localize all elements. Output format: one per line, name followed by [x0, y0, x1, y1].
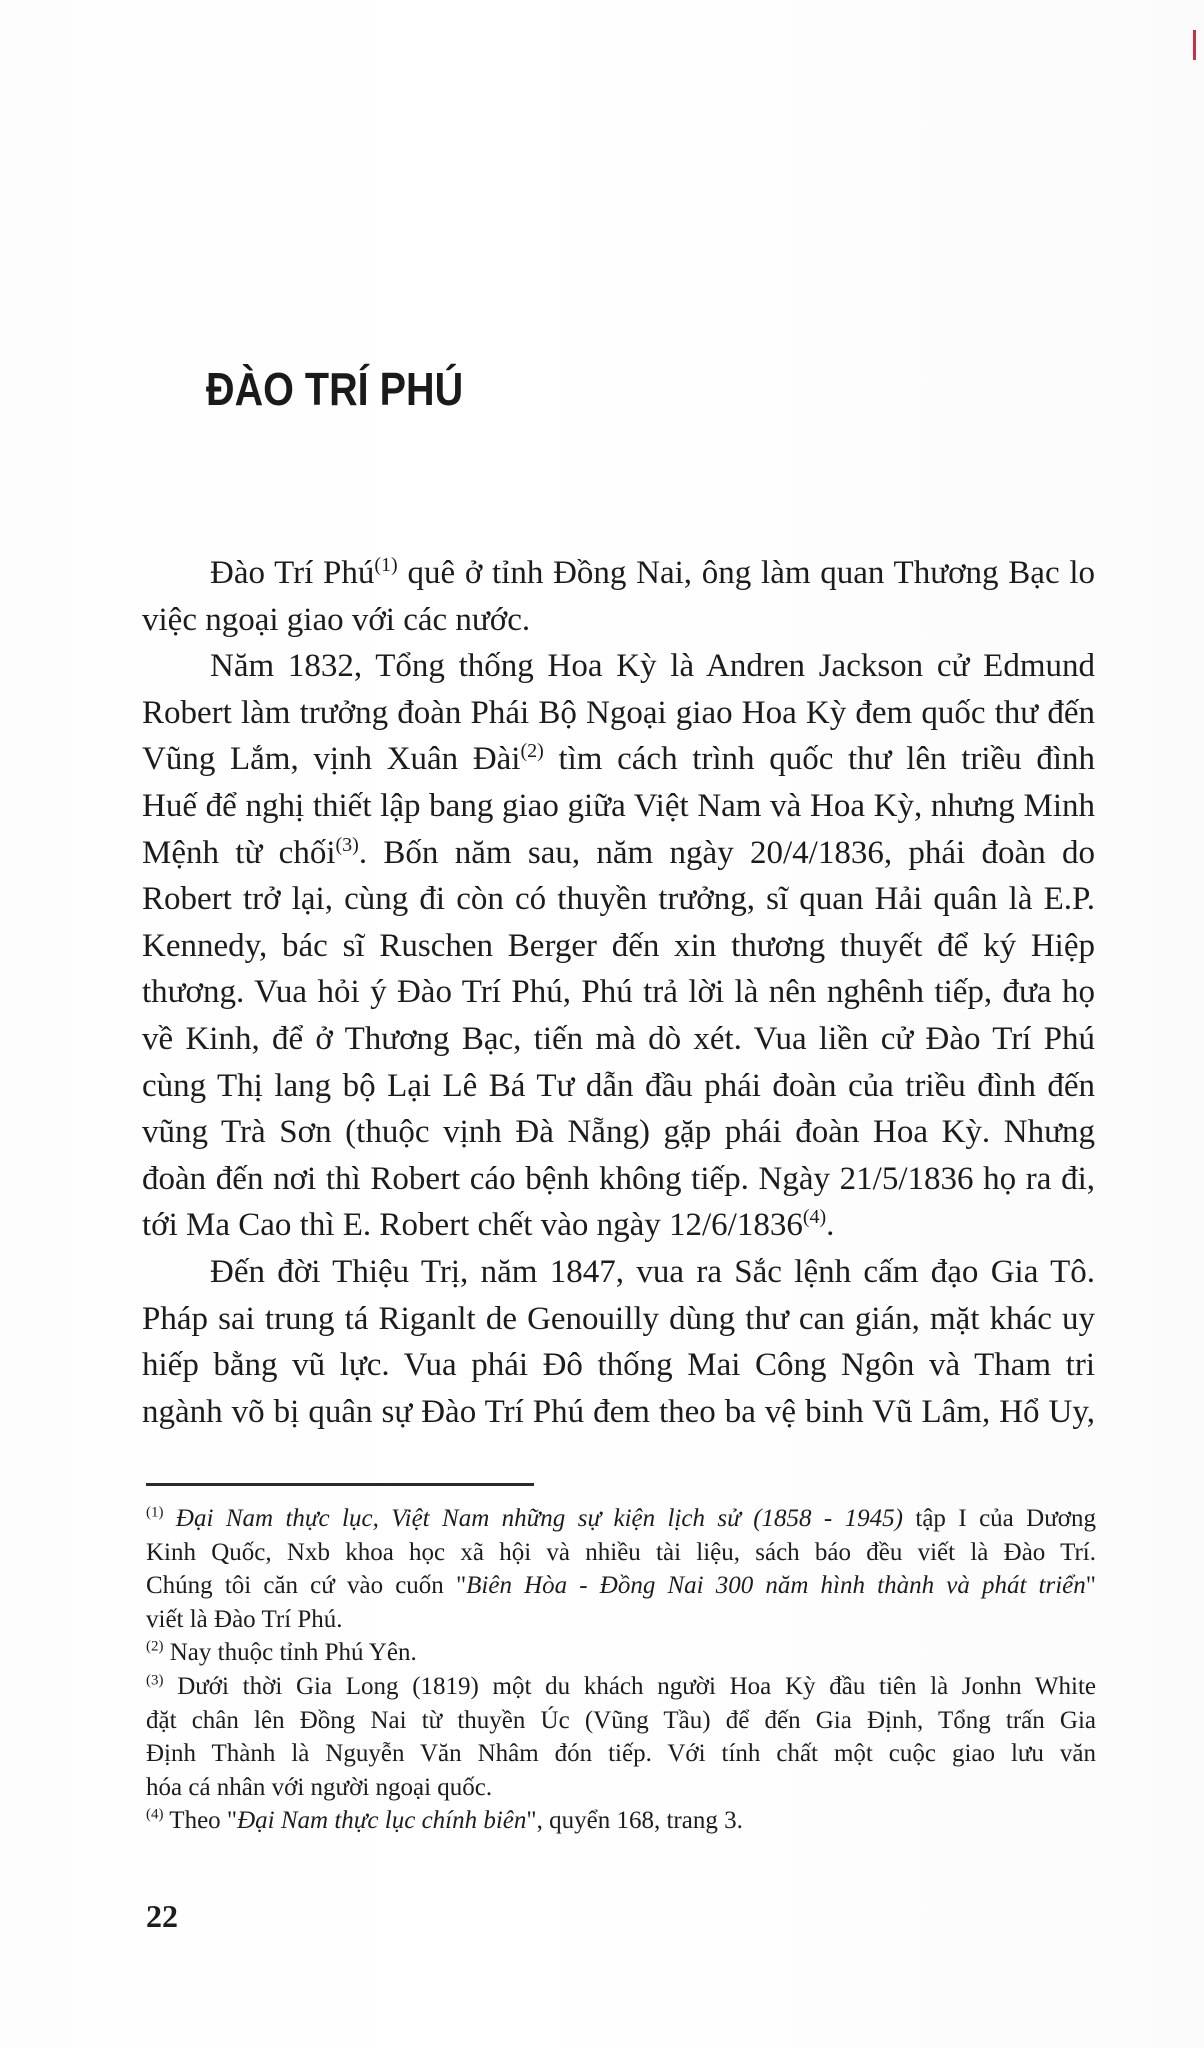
text-line: Mệnh từ chối$^{(3)}$. Bốn năm sau, năm ngày 20/4/1836, phái đoàn do	[142, 833, 1096, 871]
footnote-ref: (3)	[335, 833, 359, 856]
text-line: Kennedy, bác sĩ Ruschen Berger đến xin thương thuyết để ký Hiệp	[142, 927, 1095, 964]
text-line: Robert làm trưởng đoàn Phái Bộ Ngoại giao Hoa Kỳ đem quốc thư đến	[142, 694, 1095, 731]
page-number: 22	[146, 1898, 178, 1934]
footnote-line: đặt chân lên Đồng Nai từ thuyền Úc (Vũng Tầu) để đến Gia Định, Tổng trấn Gia	[146, 1706, 1096, 1734]
text-line: tới Ma Cao thì E. Robert chết vào ngày 12/6/1836$^{(4)}$.	[142, 1206, 835, 1244]
footnote-2	[146, 1636, 1096, 1670]
text-line: Đến đời Thiệu Trị, năm 1847, vua ra Sắc lệnh cấm đạo Gia Tô.	[210, 1253, 1095, 1290]
footnote-1	[146, 1502, 1096, 1636]
text-line: Pháp sai trung tá Riganlt de Genouilly dùng thư can gián, mặt khác uy	[142, 1300, 1095, 1337]
text-line: vũng Trà Sơn (thuộc vịnh Đà Nẵng) gặp phái đoàn Hoa Kỳ. Nhưng	[142, 1114, 1095, 1151]
text-line: Năm 1832, Tổng thống Hoa Kỳ là Andren Jackson cử Edmund	[210, 648, 1095, 685]
text-line: Đào Trí Phú$^{(1)}$ quê ở tỉnh Đồng Nai, ông làm quan Thương Bạc lo	[210, 554, 1095, 591]
footnote-line: $^{(1)}$ Đại Nam thực lục, Việt Nam những sự kiện lịch sử (1858 - 1945) tập I của Dương	[146, 1504, 1096, 1532]
footnote-line: hóa cá nhân với người ngoại quốc.	[146, 1773, 493, 1801]
footnote-line: $^{(2)}$ Nay thuộc tỉnh Phú Yên.	[146, 1639, 417, 1667]
footnote-4	[146, 1804, 1096, 1838]
text-line: Huế để nghị thiết lập bang giao giữa Việt Nam và Hoa Kỳ, nhưng Minh	[142, 787, 1095, 824]
footnote-line: $^{(3)}$ Dưới thời Gia Long (1819) một du khách người Hoa Kỳ đầu tiên là Jonhn White	[146, 1672, 1096, 1700]
chapter-title: ĐÀO TRÍ PHÚ	[206, 363, 464, 415]
page-edge-mark	[1193, 30, 1196, 60]
footnote-divider	[146, 1483, 534, 1486]
footnote-3	[146, 1670, 1096, 1804]
text-line: cùng Thị lang bộ Lại Lê Bá Tư dẫn đầu phái đoàn của triều đình đến	[142, 1067, 1095, 1104]
text-line: đoàn đến nơi thì Robert cáo bệnh không tiếp. Ngày 21/5/1836 họ ra đi,	[142, 1160, 1095, 1197]
footnote-ref: (4)	[802, 1206, 827, 1229]
footnote-line: Định Thành là Nguyễn Văn Nhâm đón tiếp. Với tính chất một cuộc giao lưu văn	[146, 1740, 1096, 1768]
footnote-marker: (3)	[146, 1672, 164, 1689]
paragraph-2	[142, 643, 1095, 1249]
text-line: về Kinh, để ở Thương Bạc, tiến mà dò xét. Vua liền cử Đào Trí Phú	[142, 1020, 1095, 1057]
footnote-ref: (2)	[520, 740, 544, 763]
footnote-line: Chúng tôi căn cứ vào cuốn "Biên Hòa - Đồng Nai 300 năm hình thành và phát triển"	[146, 1572, 1096, 1600]
text-line: Vũng Lắm, vịnh Xuân Đài$^{(2)}$ tìm cách trình quốc thư lên triều đình	[142, 740, 1095, 778]
footnote-ref: (1)	[374, 554, 398, 576]
paragraph-1	[142, 550, 1095, 643]
footnotes	[146, 1502, 1096, 1838]
text-line: hiếp bằng vũ lực. Vua phái Đô thống Mai Công Ngôn và Tham tri	[142, 1347, 1095, 1384]
text-line: việc ngoại giao với các nước.	[142, 601, 531, 638]
footnote-marker: (2)	[146, 1639, 164, 1656]
footnote-line: Kinh Quốc, Nxb khoa học xã hội và nhiều tài liệu, sách báo đều viết là Đào Trí.	[146, 1538, 1096, 1566]
footnote-marker: (4)	[146, 1807, 164, 1824]
footnote-line: $^{(4)}$ Theo "Đại Nam thực lục chính biên", quyển 168, trang 3.	[146, 1807, 743, 1835]
body-text	[142, 550, 1095, 1435]
text-line: ngành võ bị quân sự Đào Trí Phú đem theo ba vệ binh Vũ Lâm, Hổ Uy,	[142, 1393, 1095, 1430]
text-line: Robert trở lại, cùng đi còn có thuyền trưởng, sĩ quan Hải quân là E.P.	[142, 881, 1095, 918]
paragraph-3	[142, 1249, 1095, 1435]
footnote-line: viết là Đào Trí Phú.	[146, 1605, 343, 1633]
text-line: thương. Vua hỏi ý Đào Trí Phú, Phú trả lời là nên nghênh tiếp, đưa họ	[142, 974, 1095, 1011]
footnote-marker: (1)	[146, 1504, 164, 1521]
